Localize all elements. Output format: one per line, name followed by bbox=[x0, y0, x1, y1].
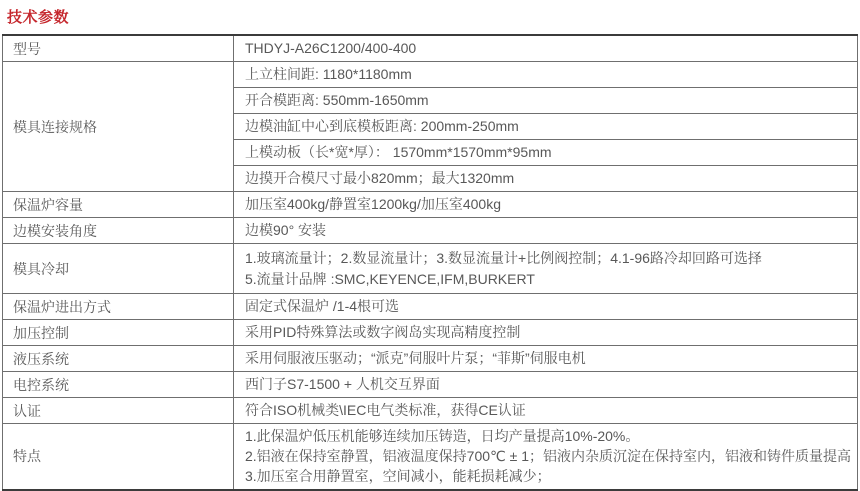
param-label-furnace-capacity: 保温炉容量 bbox=[3, 192, 234, 218]
param-label-electric-control: 电控系统 bbox=[3, 372, 234, 398]
table-row bbox=[3, 372, 858, 398]
param-value-pressure-control: 采用PID特殊算法或数字阀岛实现高精度控制 bbox=[234, 320, 858, 346]
table-row bbox=[3, 346, 858, 372]
table-row bbox=[3, 320, 858, 346]
table-row bbox=[3, 218, 858, 244]
param-label-pressure-control: 加压控制 bbox=[3, 320, 234, 346]
table-row bbox=[3, 294, 858, 320]
param-label-hydraulic-system: 液压系统 bbox=[3, 346, 234, 372]
param-value-mold-cooling: 1.玻璃流量计；2.数显流量计；3.数显流量计+比例阀控制；4.1-96路冷却回路可选择 5.流量计品牌 :SMC,KEYENCE,IFM,BURKERT bbox=[234, 244, 858, 294]
page-title: 技术参数 bbox=[7, 9, 70, 26]
param-value-open-close-distance: 开合模距离: 550mm-1650mm bbox=[234, 88, 858, 114]
param-value-side-mold-angle: 边模90° 安装 bbox=[234, 218, 858, 244]
table-row bbox=[3, 192, 858, 218]
param-value-upper-platen: 上模动板（长*宽*厚）： 1570mm*1570mm*95mm bbox=[234, 140, 858, 166]
param-value-furnace-inout: 固定式保温炉 /1-4根可选 bbox=[234, 294, 858, 320]
param-label-certification: 认证 bbox=[3, 398, 234, 424]
param-value-cylinder-distance: 边模油缸中心到底模板距离: 200mm-250mm bbox=[234, 114, 858, 140]
param-value-model: THDYJ-A26C1200/400-400 bbox=[234, 35, 858, 62]
param-label-features: 特点 bbox=[3, 424, 234, 490]
param-label-mold-connection: 模具连接规格 bbox=[3, 62, 234, 192]
param-label-side-mold-angle: 边模安装角度 bbox=[3, 218, 234, 244]
param-value-hydraulic-system: 采用伺服液压驱动；“派克”伺服叶片泵；“菲斯”伺服电机 bbox=[234, 346, 858, 372]
param-label-furnace-inout: 保温炉进出方式 bbox=[3, 294, 234, 320]
param-label-model: 型号 bbox=[3, 35, 234, 62]
param-value-side-mold-size: 边摸开合模尺寸最小820mm；最大1320mm bbox=[234, 166, 858, 192]
param-value-furnace-capacity: 加压室400kg/静置室1200kg/加压室400kg bbox=[234, 192, 858, 218]
table-row bbox=[3, 35, 858, 62]
param-label-mold-cooling: 模具冷却 bbox=[3, 244, 234, 294]
param-value-column-spacing: 上立柱间距: 1180*1180mm bbox=[234, 62, 858, 88]
table-row bbox=[3, 398, 858, 424]
table-row bbox=[3, 62, 858, 88]
param-value-features: 1.此保温炉低压机能够连续加压铸造，日均产量提高10%-20%。 2.铝液在保持室静置，铝液温度保持700℃ ± 1；铝液内杂质沉淀在保持室内，铝液和铸件质量提高 3.加压室合用静置室，空间减小，能耗损耗减少； bbox=[234, 424, 858, 490]
param-value-certification: 符合ISO机械类\IEC电气类标准，获得CE认证 bbox=[234, 398, 858, 424]
param-value-electric-control: 西门子S7-1500 + 人机交互界面 bbox=[234, 372, 858, 398]
spec-table bbox=[2, 34, 858, 491]
table-row bbox=[3, 424, 858, 490]
table-row bbox=[3, 244, 858, 294]
